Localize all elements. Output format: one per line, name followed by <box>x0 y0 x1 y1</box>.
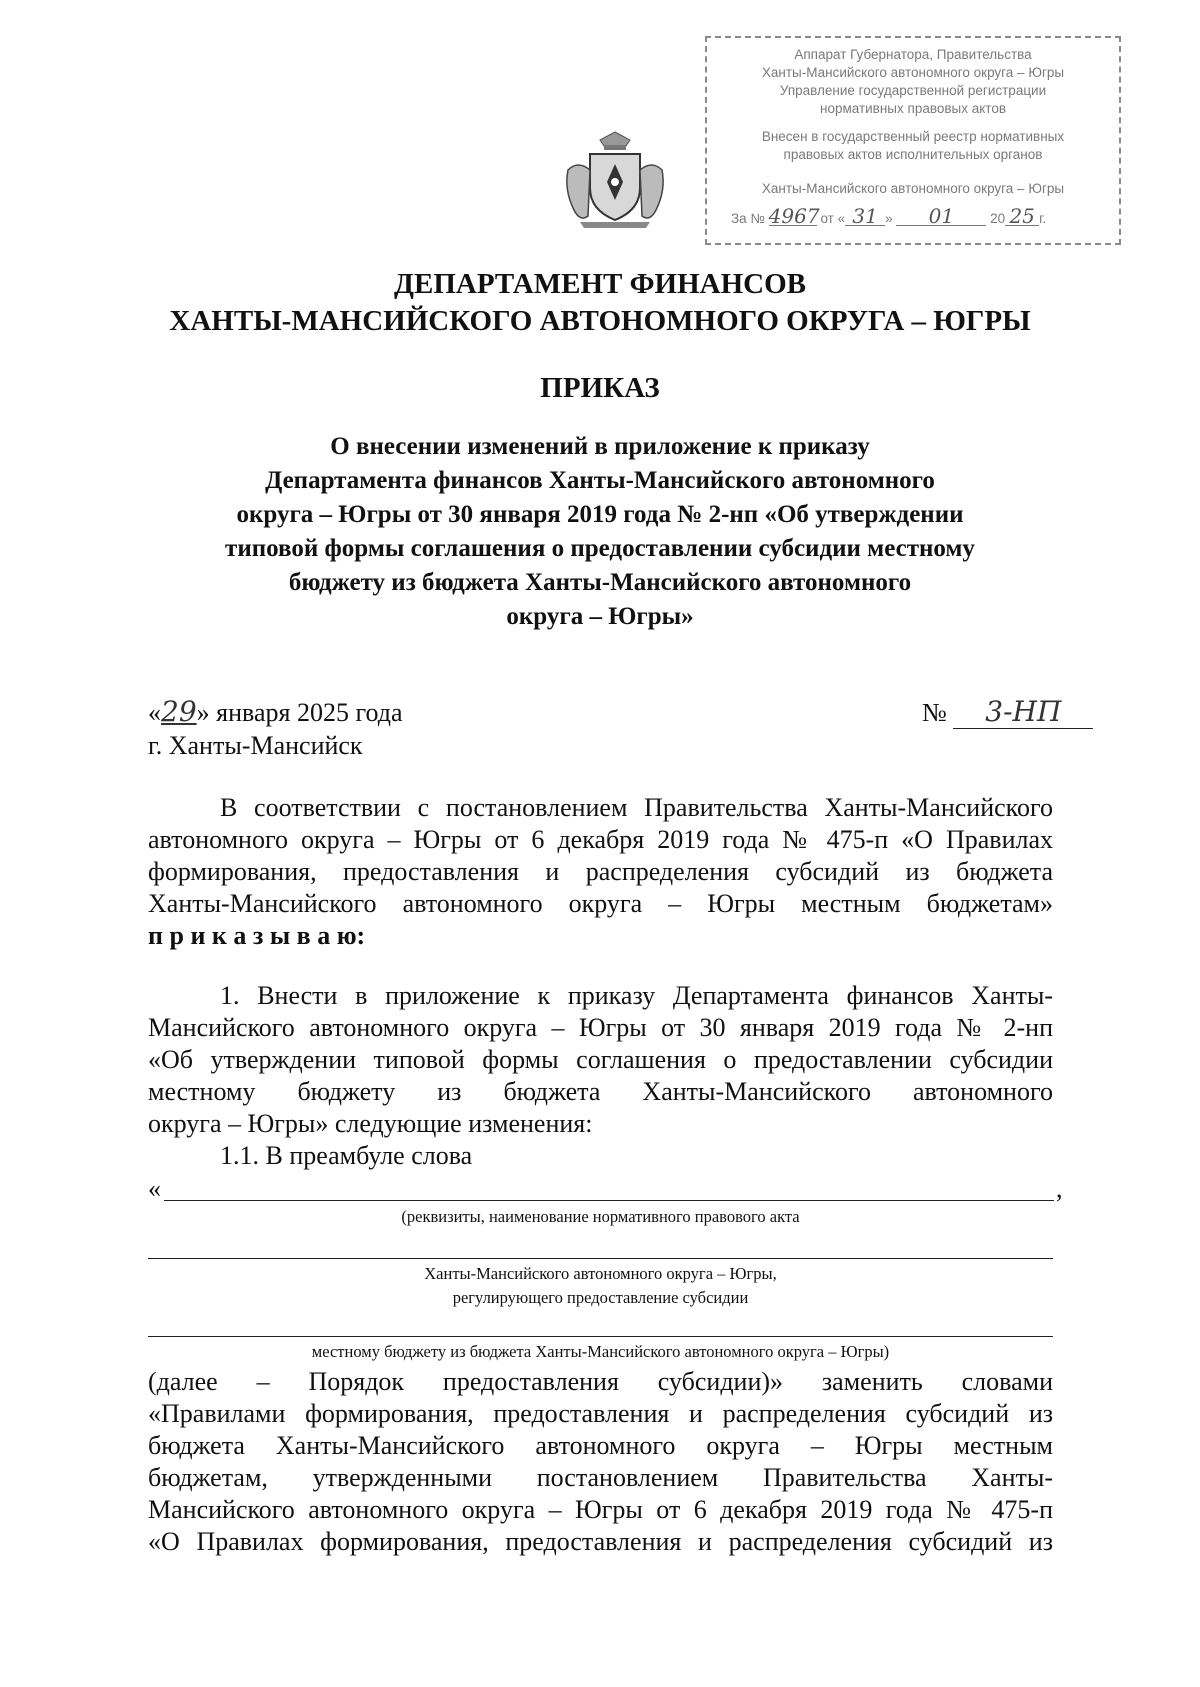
order-date <box>148 696 402 729</box>
subject-line: О внесении изменений в приложение к приказу <box>330 433 870 460</box>
form-caption: Ханты-Мансийского автономного округа – Югры, <box>424 1264 777 1283</box>
continuation <box>148 1366 1053 1558</box>
continuation-line: «Правилами формирования, предоставления и распределения субсидий из <box>148 1399 1053 1428</box>
stamp-line: Ханты-Мансийского автономного округа – Югры <box>761 181 1065 196</box>
preamble <box>148 792 1053 952</box>
stamp-line: нормативных правовых актов <box>819 101 1007 116</box>
form-blank-line <box>164 1200 1054 1201</box>
subject-line: бюджету из бюджета Ханты-Мансийского автономного <box>288 569 912 596</box>
form-blank-line <box>148 1336 1053 1337</box>
stamp-line: Внесен в государственный реестр нормативных <box>761 129 1065 144</box>
stamp-registration-line <box>731 204 1111 228</box>
registration-stamp <box>705 36 1121 245</box>
stamp-reg-day: 31 <box>845 208 885 226</box>
number-label: № <box>922 698 947 727</box>
number-value: 3-НП <box>953 696 1093 729</box>
continuation-line: Мансийского автономного округа – Югры от 6 декабря 2019 года № 475-п <box>148 1495 1053 1524</box>
stamp-reg-month: 01 <box>896 208 986 226</box>
stamp-reg-year: 25 <box>1005 208 1039 226</box>
department-name-line1: ДЕПАРТАМЕНТ ФИНАНСОВ <box>394 268 806 300</box>
date-day: 29 <box>161 695 197 728</box>
continuation-line: бюджетам, утвержденными постановлением Правительства Ханты- <box>148 1463 1053 1492</box>
item-1 <box>148 980 1053 1172</box>
form-caption: (реквизиты, наименование нормативного правового акта <box>401 1207 800 1226</box>
coat-of-arms-icon <box>560 130 670 230</box>
city: г. Ханты-Мансийск <box>148 731 363 760</box>
form-comma: , <box>1056 1174 1063 1203</box>
form-caption: регулирующего предоставление субсидии <box>452 1288 749 1307</box>
stamp-line: Аппарат Губернатора, Правительства <box>794 47 1032 62</box>
stamp-reg-from: от « <box>820 211 846 226</box>
order-word: п р и к а з ы в а ю: <box>148 921 366 950</box>
continuation-line: бюджета Ханты-Мансийского автономного округа – Югры местным <box>148 1431 1053 1460</box>
stamp-reg-year-prefix: 20 <box>990 211 1006 226</box>
stamp-line: правовых актов исполнительных органов <box>783 147 1043 162</box>
department-name-line2: ХАНТЫ-МАНСИЙСКОГО АВТОНОМНОГО ОКРУГА – ЮГРЫ <box>169 305 1031 337</box>
continuation-line: «О Правилах формирования, предоставления и распределения субсидий из <box>148 1527 1053 1556</box>
preamble-line: В соответствии с постановлением Правительства Ханты-Мансийского <box>220 793 1053 822</box>
stamp-line: Ханты-Мансийского автономного округа – Югры <box>761 65 1065 80</box>
item-line: 1. Внести в приложение к приказу Департамента финансов Ханты- <box>220 981 1053 1010</box>
form-blank-line <box>148 1258 1053 1259</box>
subject-line: Департамента финансов Ханты-Мансийского автономного <box>265 467 935 494</box>
stamp-line: Управление государственной регистрации <box>779 83 1047 98</box>
subject-line: типовой формы соглашения о предоставлении субсидии местному <box>225 535 975 562</box>
date-rest: » января 2025 года <box>196 698 403 727</box>
stamp-reg-quote: » <box>885 211 893 226</box>
order-number <box>922 696 1093 729</box>
preamble-line: формирования, предоставления и распределения субсидий из бюджета <box>148 857 1053 886</box>
stamp-reg-number: 4967 <box>768 204 820 228</box>
stamp-reg-prefix: За № <box>731 211 765 226</box>
subject-heading <box>140 430 1060 634</box>
subitem-1-1: 1.1. В преамбуле слова <box>220 1141 473 1170</box>
subject-line: округа – Югры от 30 января 2019 года № 2-нп «Об утверждении <box>236 501 964 528</box>
form-caption: местному бюджету из бюджета Ханты-Мансийского автономного округа – Югры) <box>311 1342 890 1361</box>
continuation-line: (далее – Порядок предоставления субсидии)» заменить словами <box>148 1367 1053 1396</box>
item-line: округа – Югры» следующие изменения: <box>148 1109 593 1138</box>
item-line: местному бюджету из бюджета Ханты-Мансийского автономного <box>148 1077 1053 1106</box>
item-line: Мансийского автономного округа – Югры от 30 января 2019 года № 2-нп <box>148 1013 1053 1042</box>
stamp-reg-g: г. <box>1039 211 1047 226</box>
form-open-quote: « <box>148 1174 161 1203</box>
document-type: ПРИКАЗ <box>540 372 660 404</box>
item-line: «Об утверждении типовой формы соглашения о предоставлении субсидии <box>148 1045 1053 1074</box>
preamble-line: автономного округа – Югры от 6 декабря 2019 года № 475-п «О Правилах <box>148 825 1053 854</box>
subject-line: округа – Югры» <box>506 603 694 630</box>
date-open-quote: « <box>148 698 161 727</box>
preamble-line: Ханты-Мансийского автономного округа – Югры местным бюджетам» <box>148 889 1053 918</box>
